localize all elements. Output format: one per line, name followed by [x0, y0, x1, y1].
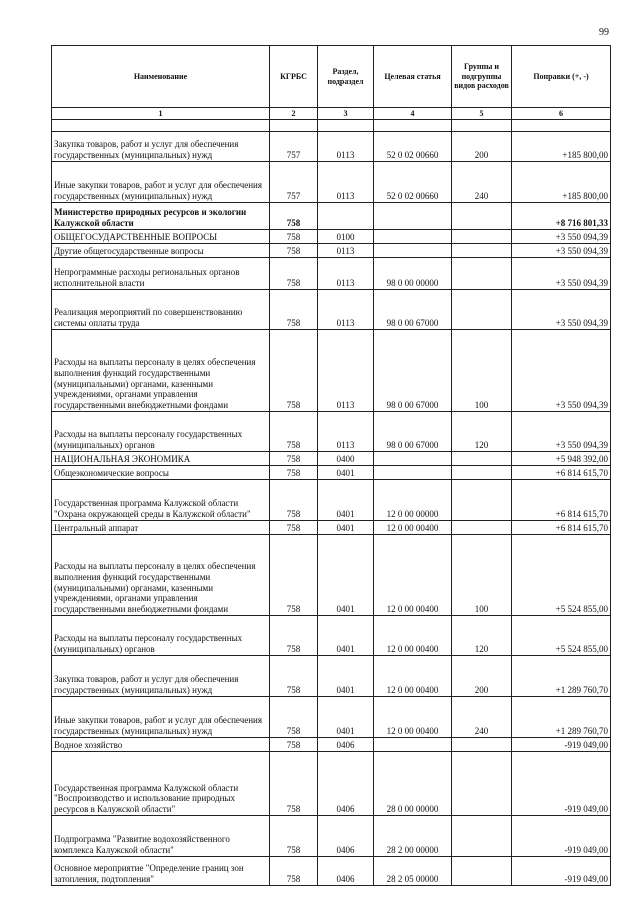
cell-group: 120	[452, 616, 512, 656]
cell-name: Государственная программа Калужской области "Воспроизводство и использование природных ресурсов в Калужской области"	[52, 752, 270, 816]
cell-amount: -919 049,00	[512, 857, 611, 886]
cell-group	[452, 452, 512, 466]
cell-amount: +3 550 094,39	[512, 230, 611, 244]
cell-group: 240	[452, 162, 512, 203]
cell-amount: +185 800,00	[512, 132, 611, 162]
cell-target: 98 0 00 00000	[374, 258, 452, 290]
table-row	[52, 857, 611, 886]
cell-amount: +3 550 094,39	[512, 412, 611, 452]
table-row	[52, 203, 611, 230]
cell-kgrbs: 758	[270, 697, 318, 738]
cell-target: 28 2 05 00000	[374, 857, 452, 886]
cell-kgrbs: 758	[270, 290, 318, 330]
cell-amount: +6 814 615,70	[512, 480, 611, 521]
table-row	[52, 452, 611, 466]
table-row	[52, 697, 611, 738]
cell-name: Иные закупки товаров, работ и услуг для обеспечения государственных (муниципальных) нужд	[52, 697, 270, 738]
header-kgrbs: КГРБС	[270, 46, 318, 108]
cell-kgrbs: 758	[270, 466, 318, 480]
cell-target: 12 0 00 00400	[374, 521, 452, 535]
cell-target: 98 0 00 67000	[374, 330, 452, 412]
table-row	[52, 230, 611, 244]
cell-kgrbs: 758	[270, 857, 318, 886]
cell-target: 98 0 00 67000	[374, 290, 452, 330]
cell-kgrbs: 758	[270, 452, 318, 466]
cell-kgrbs: 757	[270, 132, 318, 162]
budget-amendments-table	[51, 45, 611, 886]
cell-kgrbs: 757	[270, 162, 318, 203]
cell-name: Общеэкономические вопросы	[52, 466, 270, 480]
cell-amount: +1 289 760,70	[512, 656, 611, 697]
cell-section: 0401	[318, 616, 374, 656]
cell-section: 0113	[318, 162, 374, 203]
cell-name: Водное хозяйство	[52, 738, 270, 752]
column-number: 5	[452, 108, 512, 120]
cell-target: 98 0 00 67000	[374, 412, 452, 452]
cell-group: 100	[452, 535, 512, 616]
table-row	[52, 616, 611, 656]
cell-target	[374, 738, 452, 752]
cell-amount: +6 814 615,70	[512, 521, 611, 535]
cell-section: 0100	[318, 230, 374, 244]
table-row	[52, 162, 611, 203]
table-header-row	[52, 46, 611, 108]
header-target: Целевая статья	[374, 46, 452, 108]
cell-amount: +3 550 094,39	[512, 258, 611, 290]
cell-amount: +5 524 855,00	[512, 616, 611, 656]
cell-section: 0113	[318, 258, 374, 290]
cell-group	[452, 738, 512, 752]
cell-target: 12 0 00 00000	[374, 480, 452, 521]
cell-name: Подпрограмма "Развитие водохозяйственного комплекса Калужской области"	[52, 816, 270, 857]
page-number: 99	[599, 27, 609, 38]
cell-section: 0406	[318, 816, 374, 857]
cell-group	[452, 230, 512, 244]
cell-amount: -919 049,00	[512, 816, 611, 857]
cell-name: Другие общегосударственные вопросы	[52, 244, 270, 258]
column-number: 4	[374, 108, 452, 120]
table-row	[52, 816, 611, 857]
cell-section: 0113	[318, 330, 374, 412]
column-number-row	[52, 108, 611, 120]
cell-name: Закупка товаров, работ и услуг для обеспечения государственных (муниципальных) нужд	[52, 132, 270, 162]
cell-kgrbs: 758	[270, 521, 318, 535]
cell-name: Основное мероприятие "Определение границ зон затопления, подтопления"	[52, 857, 270, 886]
cell-target: 52 0 02 00660	[374, 132, 452, 162]
cell-name: Расходы на выплаты персоналу государственных (муниципальных) органов	[52, 412, 270, 452]
table-row	[52, 521, 611, 535]
header-name: Наименование	[52, 46, 270, 108]
cell-target: 12 0 00 00400	[374, 535, 452, 616]
table-row	[52, 466, 611, 480]
cell-group	[452, 752, 512, 816]
table-row	[52, 656, 611, 697]
cell-section: 0406	[318, 752, 374, 816]
cell-amount: -919 049,00	[512, 752, 611, 816]
cell-section: 0113	[318, 132, 374, 162]
cell-kgrbs: 758	[270, 656, 318, 697]
cell-target	[374, 230, 452, 244]
column-number: 3	[318, 108, 374, 120]
column-number: 2	[270, 108, 318, 120]
cell-name: Иные закупки товаров, работ и услуг для обеспечения государственных (муниципальных) нужд	[52, 162, 270, 203]
cell-name: Расходы на выплаты персоналу в целях обеспечения выполнения функций государственными (муниципальными) органами, казенными учреждениями, органами управления государственными внебюджетными фондами	[52, 535, 270, 616]
cell-target: 12 0 00 00400	[374, 697, 452, 738]
cell-section: 0401	[318, 656, 374, 697]
cell-kgrbs: 758	[270, 330, 318, 412]
cell-group	[452, 816, 512, 857]
cell-kgrbs: 758	[270, 412, 318, 452]
cell-section: 0113	[318, 244, 374, 258]
cell-name: Государственная программа Калужской области "Охрана окружающей среды в Калужской области"	[52, 480, 270, 521]
cell-name: Реализация мероприятий по совершенствованию системы оплаты труда	[52, 290, 270, 330]
column-number: 1	[52, 108, 270, 120]
cell-target	[374, 466, 452, 480]
cell-name: Центральный аппарат	[52, 521, 270, 535]
cell-target	[374, 203, 452, 230]
cell-name: ОБЩЕГОСУДАРСТВЕННЫЕ ВОПРОСЫ	[52, 230, 270, 244]
header-section: Раздел, подраздел	[318, 46, 374, 108]
cell-kgrbs: 758	[270, 230, 318, 244]
cell-amount: +6 814 615,70	[512, 466, 611, 480]
cell-group	[452, 480, 512, 521]
cell-name: Закупка товаров, работ и услуг для обеспечения государственных (муниципальных) нужд	[52, 656, 270, 697]
cell-amount: +5 524 855,00	[512, 535, 611, 616]
cell-group	[452, 203, 512, 230]
header-amendments: Поправки (+, -)	[512, 46, 611, 108]
cell-group	[452, 466, 512, 480]
table-row	[52, 290, 611, 330]
cell-name: Министерство природных ресурсов и экологии Калужской области	[52, 203, 270, 230]
cell-kgrbs: 758	[270, 480, 318, 521]
cell-section: 0401	[318, 535, 374, 616]
cell-kgrbs: 758	[270, 616, 318, 656]
cell-section: 0401	[318, 466, 374, 480]
cell-group: 240	[452, 697, 512, 738]
table-row	[52, 258, 611, 290]
cell-amount: +8 716 801,33	[512, 203, 611, 230]
cell-section: 0400	[318, 452, 374, 466]
table-row	[52, 535, 611, 616]
cell-kgrbs: 758	[270, 244, 318, 258]
cell-kgrbs: 758	[270, 535, 318, 616]
cell-amount: +3 550 094,39	[512, 290, 611, 330]
cell-section: 0406	[318, 857, 374, 886]
cell-target: 52 0 02 00660	[374, 162, 452, 203]
table-row	[52, 330, 611, 412]
spacer-row	[52, 120, 611, 132]
cell-kgrbs: 758	[270, 738, 318, 752]
cell-amount: +1 289 760,70	[512, 697, 611, 738]
cell-target: 12 0 00 00400	[374, 656, 452, 697]
cell-group	[452, 244, 512, 258]
cell-group	[452, 258, 512, 290]
cell-name: Расходы на выплаты персоналу государственных (муниципальных) органов	[52, 616, 270, 656]
cell-amount: -919 049,00	[512, 738, 611, 752]
table-row	[52, 132, 611, 162]
column-number: 6	[512, 108, 611, 120]
cell-section: 0406	[318, 738, 374, 752]
cell-group: 120	[452, 412, 512, 452]
cell-amount: +5 948 392,00	[512, 452, 611, 466]
cell-section: 0113	[318, 412, 374, 452]
table-row	[52, 480, 611, 521]
cell-name: Расходы на выплаты персоналу в целях обеспечения выполнения функций государственными (муниципальными) органами, казенными учреждениями, органами управления государственными внебюджетными фондами	[52, 330, 270, 412]
cell-amount: +185 800,00	[512, 162, 611, 203]
cell-target: 28 0 00 00000	[374, 752, 452, 816]
cell-kgrbs: 758	[270, 258, 318, 290]
table-row	[52, 244, 611, 258]
cell-group: 100	[452, 330, 512, 412]
cell-group	[452, 857, 512, 886]
cell-kgrbs: 758	[270, 203, 318, 230]
table-row	[52, 752, 611, 816]
cell-section: 0401	[318, 480, 374, 521]
cell-section: 0401	[318, 521, 374, 535]
cell-kgrbs: 758	[270, 816, 318, 857]
cell-target	[374, 452, 452, 466]
cell-name: Непрограммные расходы региональных органов исполнительной власти	[52, 258, 270, 290]
cell-kgrbs: 758	[270, 752, 318, 816]
cell-group: 200	[452, 132, 512, 162]
header-groups: Группы и подгруппы видов расходов	[452, 46, 512, 108]
cell-group: 200	[452, 656, 512, 697]
cell-section: 0401	[318, 697, 374, 738]
table-row	[52, 412, 611, 452]
cell-amount: +3 550 094,39	[512, 330, 611, 412]
cell-target: 12 0 00 00400	[374, 616, 452, 656]
table-row	[52, 738, 611, 752]
cell-section: 0113	[318, 290, 374, 330]
cell-group	[452, 521, 512, 535]
cell-target	[374, 244, 452, 258]
cell-amount: +3 550 094,39	[512, 244, 611, 258]
cell-target: 28 2 00 00000	[374, 816, 452, 857]
cell-group	[452, 290, 512, 330]
cell-name: НАЦИОНАЛЬНАЯ ЭКОНОМИКА	[52, 452, 270, 466]
cell-section	[318, 203, 374, 230]
